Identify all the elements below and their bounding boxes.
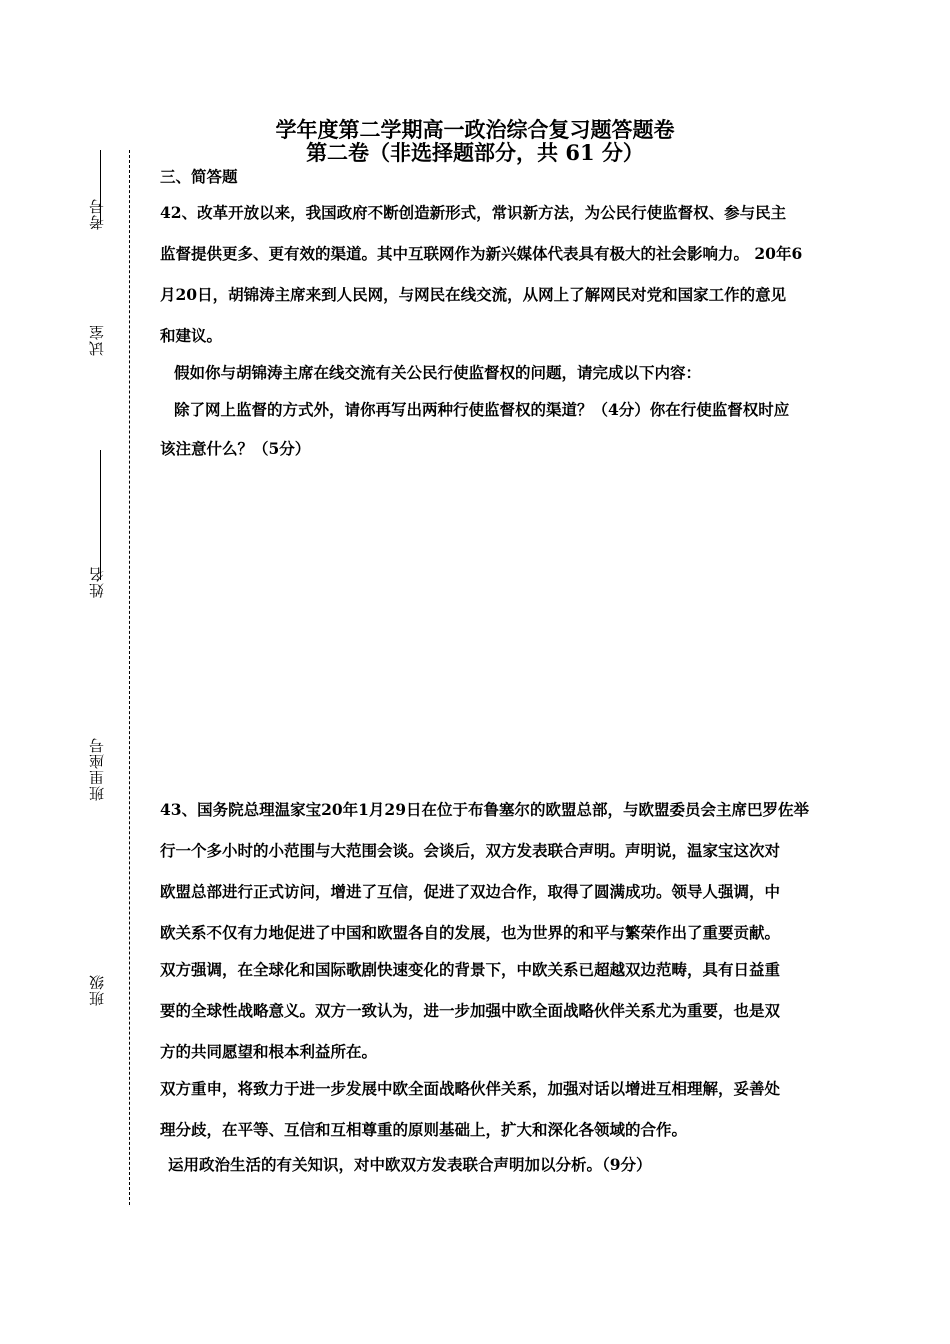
q42-answer-area[interactable] <box>160 470 850 780</box>
q43-line: 43、国务院总理温家宝20年1月29日在位于布鲁塞尔的欧盟总部，与欧盟委员会主席巴罗佐举 <box>160 800 809 819</box>
q43-line: 双方强调，在全球化和国际歌剧快速变化的背景下，中欧关系已超越双边范畴，具有日益重 <box>160 960 781 979</box>
page-title: 学年度第二学期高一政治综合复习题答题卷 <box>275 117 675 142</box>
seat-number-label: 班里座号 <box>88 737 106 801</box>
exam-number-label: 考号 <box>88 198 106 230</box>
q43-line: 欧盟总部进行正式访问，增进了互信，促进了双边合作，取得了圆满成功。领导人强调，中 <box>160 882 781 901</box>
binding-dashed-line <box>129 150 130 1205</box>
section-heading: 三、简答题 <box>160 167 238 186</box>
name-label: 姓名 <box>88 566 106 598</box>
q42-line: 和建议。 <box>160 326 223 345</box>
q43-line: 理分歧，在平等、互信和互相尊重的原则基础上，扩大和深化各领域的合作。 <box>160 1120 688 1139</box>
q42-line: 月20日，胡锦涛主席来到人民网，与网民在线交流，从网上了解网民对党和国家工作的意见 <box>160 285 787 304</box>
q42-line: 监督提供更多、更有效的渠道。其中互联网作为新兴媒体代表具有极大的社会影响力。 20年6 <box>160 244 803 263</box>
q43-line: 双方重申，将致力于进一步发展中欧全面战略伙伴关系，加强对话以增进互相理解，妥善处 <box>160 1079 781 1098</box>
q42-line: 除了网上监督的方式外，请你再写出两种行使监督权的渠道？（4分）你在行使监督权时应 <box>174 400 790 419</box>
q43-line: 要的全球性战略意义。双方一致认为，进一步加强中欧全面战略伙伴关系尤为重要，也是双 <box>160 1001 781 1020</box>
q42-line: 假如你与胡锦涛主席在线交流有关公民行使监督权的问题，请完成以下内容： <box>174 363 702 382</box>
q43-line: 欧关系不仅有力地促进了中国和欧盟各自的发展，也为世界的和平与繁荣作出了重要贡献。 <box>160 923 781 942</box>
q42-line: 42、改革开放以来，我国政府不断创造新形式，常识新方法，为公民行使监督权、参与民主 <box>160 203 787 222</box>
q43-line: 运用政治生活的有关知识，对中欧双方发表联合声明加以分析。（9分） <box>168 1155 652 1174</box>
class-label: 班级 <box>88 974 106 1006</box>
q43-line: 行一个多小时的小范围与大范围会谈。会谈后，双方发表联合声明。声明说，温家宝这次对 <box>160 841 781 860</box>
page-subtitle: 第二卷（非选择题部分，共 61 分） <box>306 140 644 165</box>
exam-room-label: 试室 <box>88 324 106 356</box>
q43-line: 方的共同愿望和根本利益所在。 <box>160 1042 378 1061</box>
q42-line: 该注意什么？（5分） <box>160 439 311 458</box>
q43-answer-area[interactable] <box>160 1185 850 1315</box>
name-underline <box>100 450 101 580</box>
